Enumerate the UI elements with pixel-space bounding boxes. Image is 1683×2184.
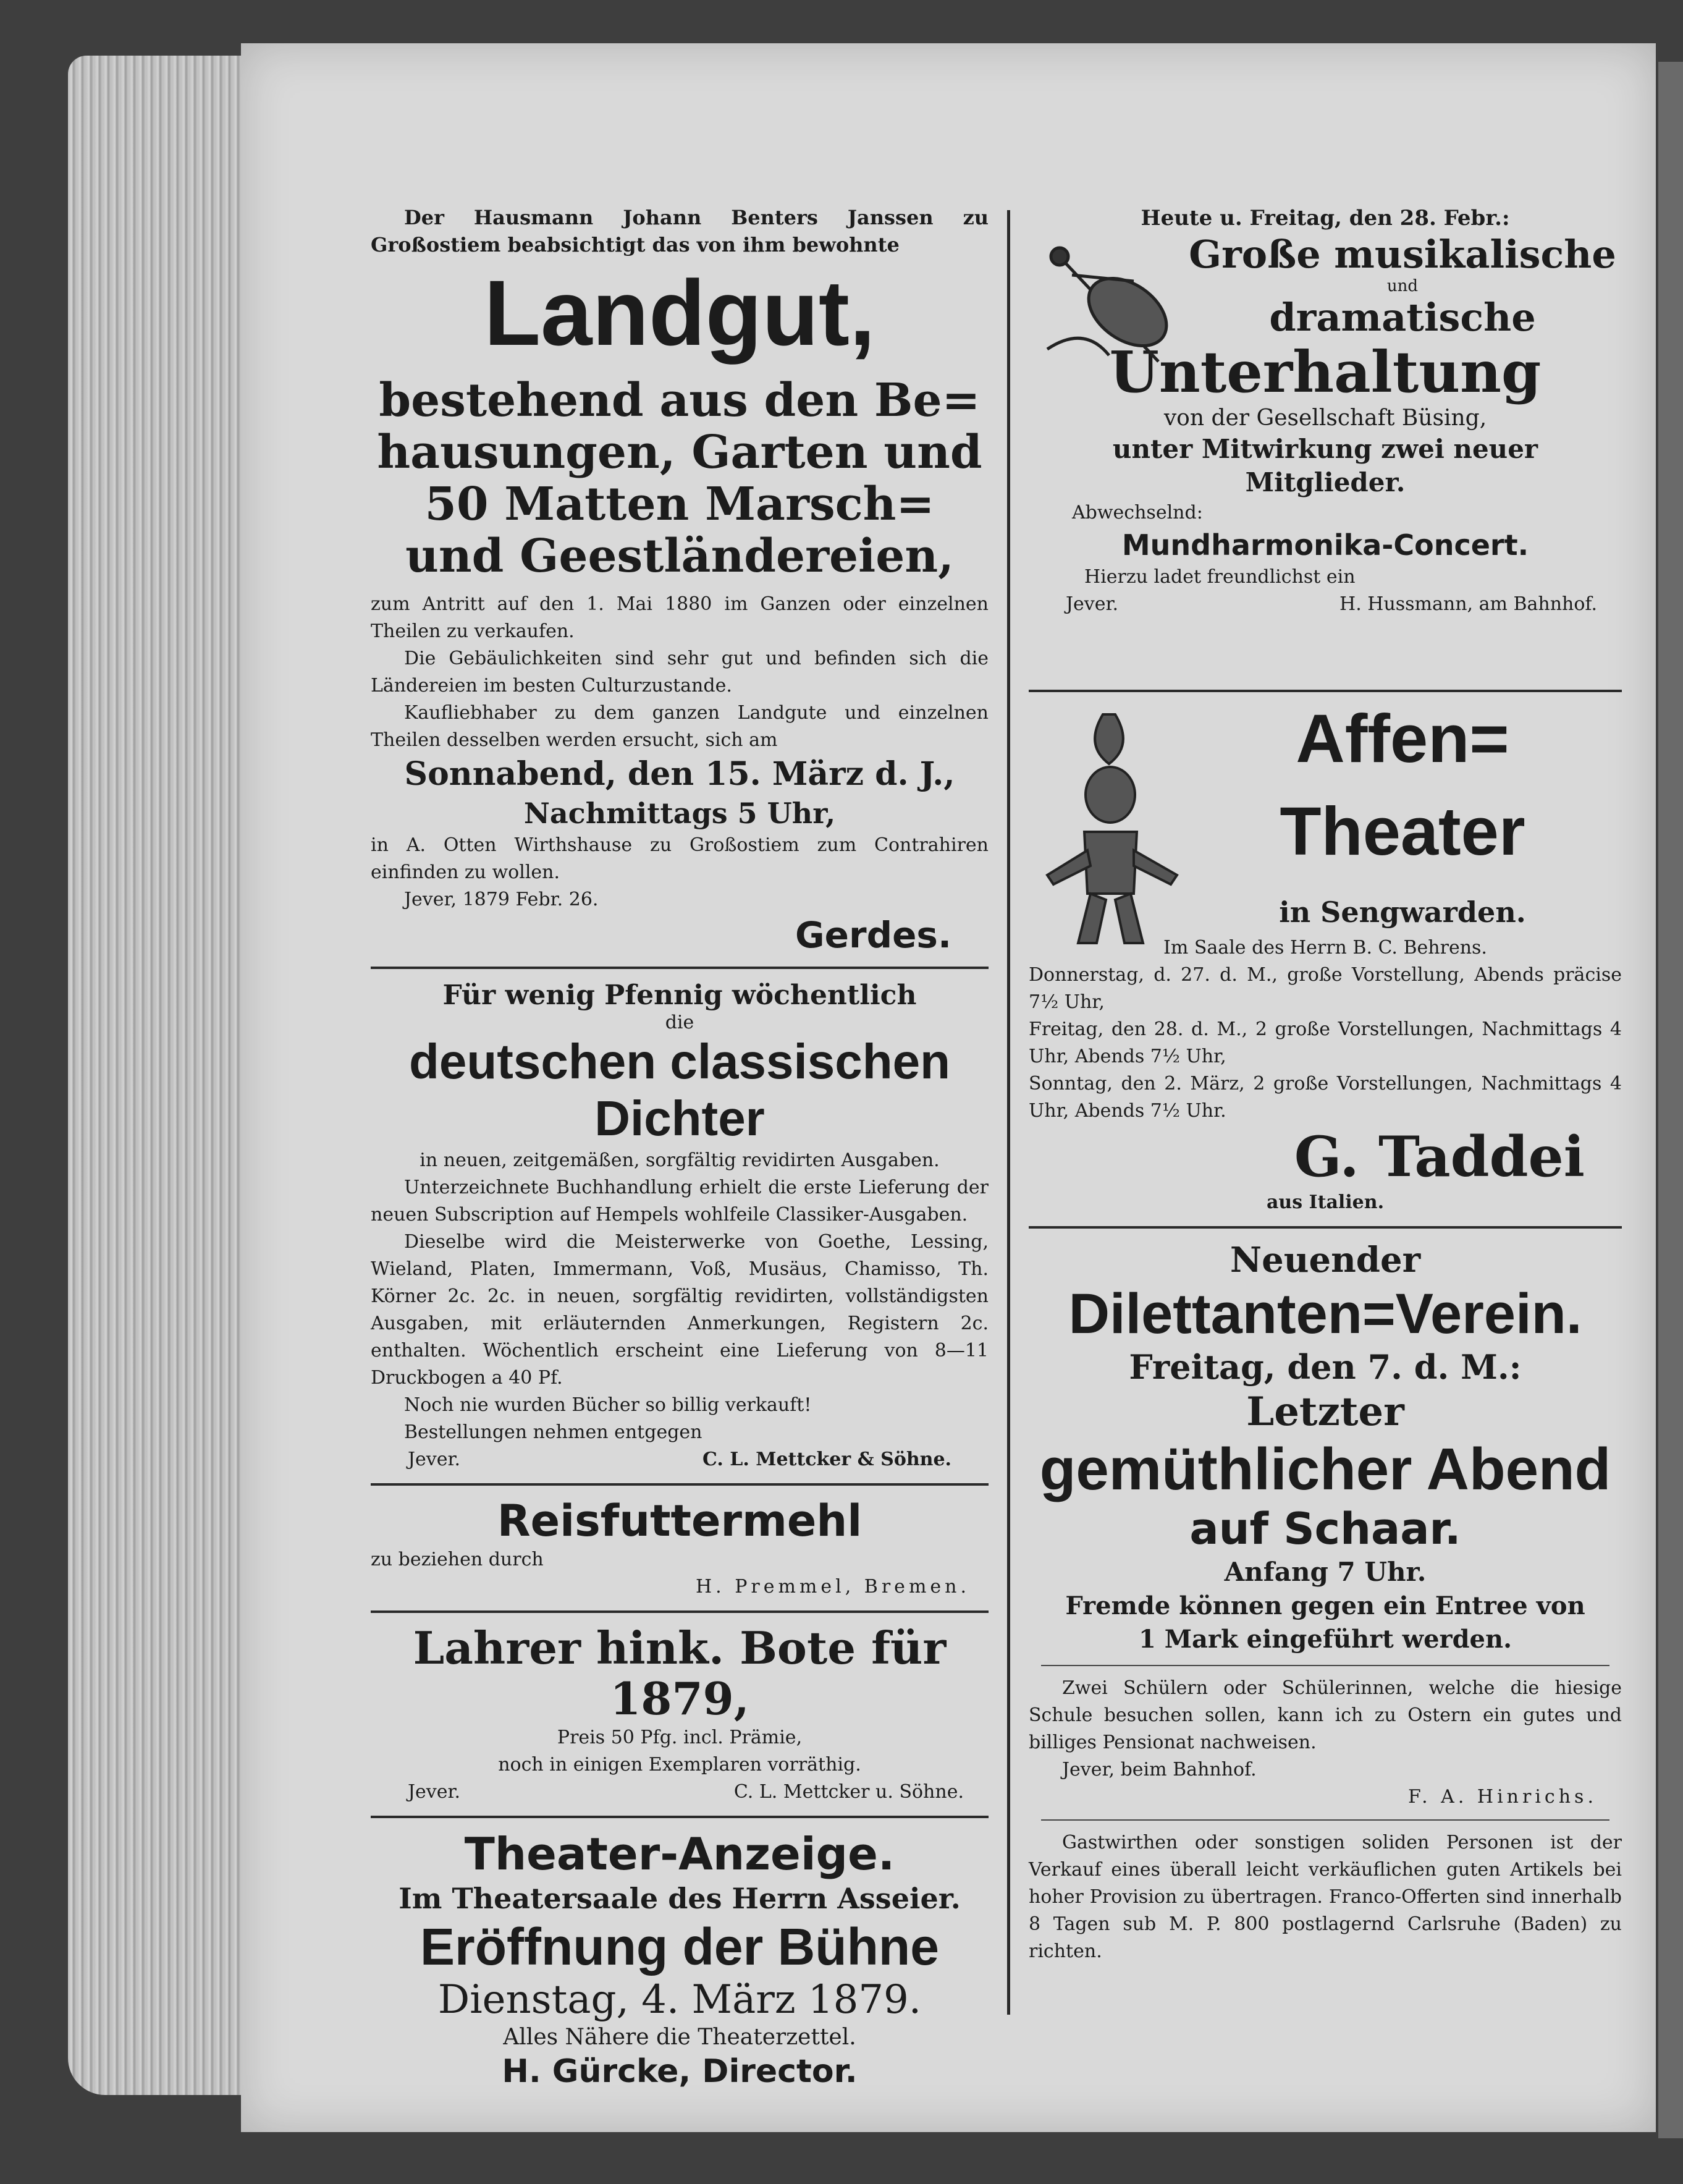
ad-lahrer-bote (371, 1623, 989, 1806)
landgut-place-date: Jever, 1879 Febr. 26. (404, 889, 599, 910)
ad-pensionat (1029, 1675, 1622, 1811)
reis-line-1: zu beziehen durch (371, 1549, 544, 1570)
verein-line-1: Neuender (1230, 1240, 1421, 1280)
dichter-p2: Dieselbe wird die Meisterwerke von Goethe, Lessing, Wieland, Platen, Immermann, Voß, Musäus, Chamisso, Th. Körner 2c. 2c. in neuen, sorgfältig revidirten, vollständigsten Ausgaben, mit erläuternden Anmerkungen, Registern 2c. enthalten. Wöchentlich erscheint eine Lieferung von 8—11 Druckbogen a 40 Pf. (371, 1231, 989, 1389)
dichter-place: Jever. (408, 1449, 461, 1470)
musik-line-6: unter Mitwirkung zwei neuer Mitglieder. (1112, 434, 1538, 497)
book-page-edges (68, 56, 253, 2095)
landgut-date: Sonnabend, den 15. März d. J., (404, 755, 955, 793)
affen-line-1: in Sengwarden. (1279, 895, 1526, 929)
dichter-p4: Bestellungen nehmen entgegen (404, 1421, 702, 1443)
landgut-time: Nachmittags 5 Uhr, (523, 797, 836, 830)
musik-line-2: Große musikalische (1189, 232, 1616, 277)
affen-headline-2: Theater (1280, 794, 1525, 870)
dichter-p1: Unterzeichnete Buchhandlung erhielt die erste Lieferung der neuen Subscription auf Hempels wohlfeile Classiker-Ausgaben. (371, 1177, 989, 1225)
ad-reisfuttermehl (371, 1496, 989, 1601)
lahrer-line-1: Preis 50 Pfg. incl. Prämie, (557, 1727, 803, 1748)
dichter-line-1: Für wenig Pfennig wöchentlich (442, 980, 917, 1011)
landgut-p1: zum Antritt auf den 1. Mai 1880 im Ganzen oder einzelnen Theilen zu verkaufen. (371, 593, 989, 642)
verein-line-2: Freitag, den 7. d. M.: (1129, 1347, 1522, 1387)
landgut-p3: Kaufliebhaber zu dem ganzen Landgute und einzelnen Theilen desselben werden ersucht, sich am (371, 702, 989, 751)
ad-dilettanten-verein (1029, 1238, 1622, 1656)
lahrer-sign-row (371, 1779, 989, 1806)
affen-p2: Freitag, den 28. d. M., 2 große Vorstellungen, Nachmittags 4 Uhr, Abends 7½ Uhr, (1029, 1018, 1622, 1067)
landgut-sub-3: 50 Matten Marsch= (424, 478, 935, 531)
landgut-headline: Landgut, (484, 261, 875, 365)
theater-line-2: Eröffnung der Bühne (420, 1918, 939, 1976)
ad-landgut (371, 204, 989, 957)
verkauf-p1: Gastwirthen oder sonstigen soliden Personen ist der Verkauf eines überall leicht verkäuflichen guten Artikels bei hoher Provision zu übertragen. Franco-Offerten sind innerhalb 8 Tagen sub M. P. 800 postlagernd Carlsruhe (Baden) zu richten. (1029, 1832, 1622, 1962)
reis-signature: H. Premmel, Bremen. (695, 1576, 970, 1598)
theater-line-3: Dienstag, 4. März 1879. (437, 1977, 922, 2023)
verein-line-5: auf Schaar. (1189, 1504, 1461, 1554)
verein-line-3: Letzter (1246, 1389, 1404, 1435)
pension-place: Jever, beim Bahnhof. (1062, 1759, 1257, 1780)
dichter-line-2: die (665, 1012, 694, 1033)
verein-line-6: Anfang 7 Uhr. (1224, 1557, 1427, 1587)
theater-headline: Theater-Anzeige. (464, 1828, 895, 1880)
affen-line-2: Im Saale des Herrn B. C. Behrens. (1163, 937, 1487, 959)
divider (371, 967, 989, 969)
musik-line-4: dramatische (1269, 295, 1536, 340)
affen-p3: Sonntag, den 2. März, 2 große Vorstellungen, Nachmittags 4 Uhr, Abends 7½ Uhr. (1029, 1073, 1622, 1122)
divider (1041, 1819, 1609, 1821)
landgut-p2: Die Gebäulichkeiten sind sehr gut und befinden sich die Ländereien im besten Culturzustande. (371, 648, 989, 696)
lahrer-line-2: noch in einigen Exemplaren vorräthig. (498, 1754, 861, 1776)
violin-illustration-icon (1035, 238, 1183, 380)
ad-verkauf (1029, 1829, 1622, 1965)
musik-line-3: und (1386, 277, 1419, 295)
verein-line-8: 1 Mark eingeführt werden. (1138, 1625, 1512, 1654)
reis-headline: Reisfuttermehl (497, 1496, 863, 1546)
theater-line-1: Im Theatersaale des Herrn Asseier. (399, 1882, 961, 1915)
divider (371, 1610, 989, 1613)
ad-theater-anzeige (371, 1828, 989, 2091)
lahrer-headline: Lahrer hink. Bote für 1879, (413, 1622, 947, 1725)
verein-line-7: Fremde können gegen ein Entree von (1065, 1591, 1585, 1620)
landgut-sub-1: bestehend aus den Be= (379, 374, 981, 427)
monkey-jester-illustration-icon (1041, 708, 1183, 955)
dichter-p3: Noch nie wurden Bücher so billig verkauft! (404, 1394, 812, 1416)
divider (1029, 690, 1622, 692)
musik-place: Jever. (1066, 593, 1119, 615)
musik-line-8: Mundharmonika-Concert. (1121, 528, 1529, 562)
affen-p1: Donnerstag, d. 27. d. M., große Vorstellung, Abends präcise 7½ Uhr, (1029, 964, 1622, 1013)
right-column (1029, 204, 1622, 1965)
divider (371, 1483, 989, 1486)
lahrer-signature: C. L. Mettcker u. Söhne. (733, 1781, 964, 1803)
musik-line-7: Abwechselnd: (1072, 502, 1203, 523)
theater-signature: H. Gürcke, Director. (502, 2053, 858, 2090)
landgut-sub-4: und Geestländereien, (405, 530, 954, 583)
affen-headline-1: Affen= (1296, 701, 1509, 777)
verein-headline: Dilettanten=Verein. (1068, 1282, 1582, 1345)
column-divider (1007, 210, 1010, 2015)
dichter-line-3: in neuen, zeitgemäßen, sorgfältig revidirten Ausgaben. (420, 1149, 940, 1171)
verein-line-4: gemüthlicher Abend (1039, 1436, 1611, 1502)
musik-sign-row (1029, 591, 1622, 618)
dichter-sign-row (371, 1446, 989, 1473)
lahrer-place: Jever. (408, 1781, 461, 1803)
pension-p1: Zwei Schülern oder Schülerinnen, welche die hiesige Schule besuchen sollen, kann ich zu Ostern ein gutes und billiges Pensionat nachweisen. (1029, 1677, 1622, 1753)
ad-affentheater (1029, 702, 1622, 1216)
newspaper-page (241, 43, 1656, 2132)
musik-signature: H. Hussmann, am Bahnhof. (1339, 593, 1597, 615)
divider (1029, 1226, 1622, 1229)
landgut-sub-2: hausungen, Garten und (377, 426, 982, 479)
pension-signature: F. A. Hinrichs. (1407, 1786, 1597, 1808)
landgut-p4: in A. Otten Wirthshause zu Großostiem zum Contrahiren einfinden zu wollen. (371, 834, 989, 883)
dichter-headline: deutschen classischen Dichter (409, 1034, 950, 1146)
dichter-signature: C. L. Mettcker & Söhne. (702, 1449, 951, 1470)
ad-unterhaltung (1029, 204, 1622, 680)
musik-line-5: von der Gesellschaft Büsing, (1163, 405, 1487, 431)
affen-signature: G. Taddei (1294, 1124, 1585, 1190)
divider (371, 1816, 989, 1818)
book-right-edge (1658, 62, 1683, 2138)
musik-line-9: Hierzu ladet freundlichst ein (1084, 566, 1356, 588)
theater-line-4: Alles Nähere die Theaterzettel. (503, 2025, 856, 2050)
musik-line-1: Heute u. Freitag, den 28. Febr.: (1141, 206, 1510, 231)
left-column (371, 204, 989, 2091)
ad-dichter (371, 979, 989, 1473)
divider (1041, 1665, 1609, 1666)
affen-origin: aus Italien. (1266, 1191, 1385, 1213)
musik-headline: Unterhaltung (1109, 339, 1542, 405)
landgut-intro: Der Hausmann Johann Benters Janssen zu Großostiem beabsichtigt das von ihm bewohnte (371, 206, 989, 256)
landgut-signature: Gerdes. (795, 914, 951, 956)
